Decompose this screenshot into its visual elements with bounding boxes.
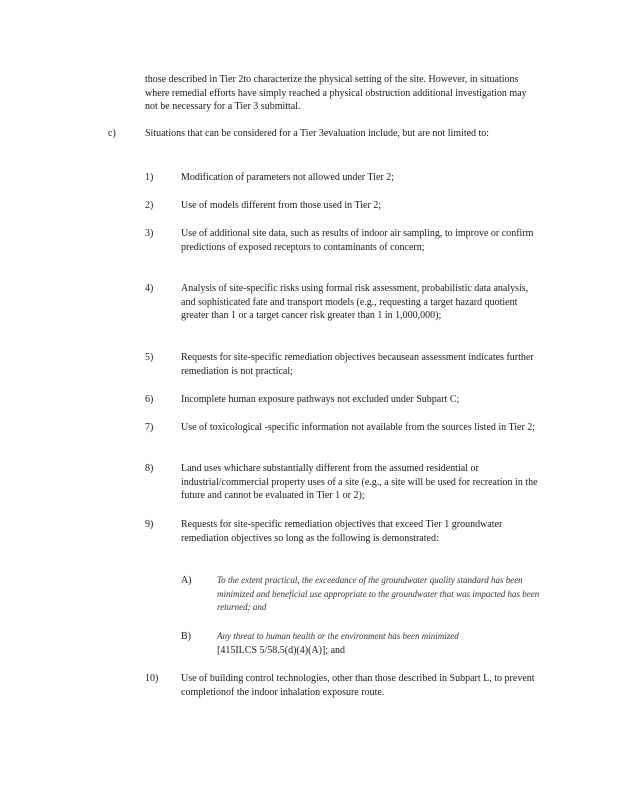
item-3-text: Use of additional site data, such as results of indoor air sampling, to improve or confirm predictions of exposed receptors to contaminants of concern; <box>181 228 534 253</box>
subitem-a-text: To the extent practical, the exceedance of the groundwater quality standard has been minimized and beneficial use appropriate to the groundwater that was impacted has been returned; and <box>217 575 540 612</box>
item-1-text: Modification of parameters not allowed under Tier 2; <box>181 172 395 183</box>
subitem-b-number: B) <box>181 631 191 642</box>
subitem-b-citation: [415ILCS 5/58.5(d)(4)(A)]; and <box>217 644 346 656</box>
item-8-text: Land uses whichare substantially different from the assumed residential or industrial/commercial property uses of a site (e.g., a site will be used for recreation in the future and cannot be evaluated in Tier 1 or 2); <box>181 463 538 501</box>
item-9-number: 9) <box>145 519 154 530</box>
item-6-text: Incomplete human exposure pathways not excluded under Subpart C; <box>181 394 460 405</box>
item-5-text: Requests for site-specific remediation objectives becausean assessment indicates further remediation is not practical; <box>181 352 534 377</box>
item-6-number: 6) <box>145 394 154 405</box>
item-2-number: 2) <box>145 200 154 211</box>
item-9-text: Requests for site-specific remediation objectives that exceed Tier 1 groundwater remediation objectives so long as the following is demonstrated: <box>181 519 503 544</box>
item-5-number: 5) <box>145 352 154 363</box>
item-8-number: 8) <box>145 463 154 474</box>
item-7-text: Use of toxicological -specific information not available from the sources listed in Tier 2; <box>181 422 536 433</box>
item-10-number: 10) <box>145 673 159 684</box>
subitem-b-text <box>217 630 542 657</box>
item-7-number: 7) <box>145 422 154 433</box>
item-4-text: Analysis of site-specific risks using formal risk assessment, probabilistic data analysis, and sophisticated fate and transport models (e.g., requesting a target hazard quotient greater than 1 or a target cancer risk greater than 1 in 1,000,000); <box>181 283 529 321</box>
subitem-a-number: A) <box>181 575 192 586</box>
intro-paragraph: those described in Tier 2to characterize the physical setting of the site. However, in situations where remedial efforts have simply reached a physical obstruction additional investigation may not be necessary for a Tier 3 submittal. <box>145 74 527 112</box>
item-4-number: 4) <box>145 283 154 294</box>
item-2-text: Use of models different from those used in Tier 2; <box>181 200 382 211</box>
section-c-text: Situations that can be considered for a Tier 3evaluation include, but are not limited to: <box>145 128 490 139</box>
item-10-text: Use of building control technologies, other than those described in Subpart L, to prevent completionof the indoor inhalation exposure route. <box>181 673 535 698</box>
section-c-label: c) <box>108 128 116 139</box>
subitem-b-main: Any threat to human health or the environment has been minimized <box>217 631 459 641</box>
item-1-number: 1) <box>145 172 154 183</box>
item-3-number: 3) <box>145 228 154 239</box>
